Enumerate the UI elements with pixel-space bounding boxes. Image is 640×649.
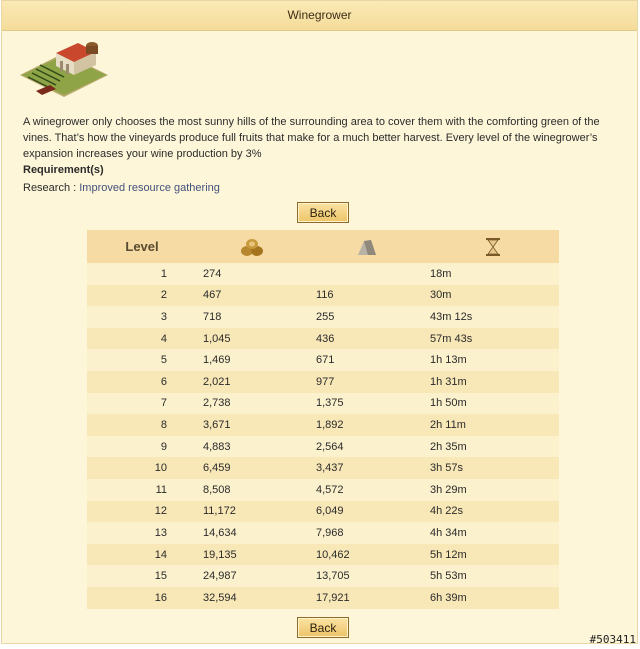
header-level: Level <box>125 239 159 254</box>
wood-cost-cell: 6,459 <box>203 462 231 475</box>
wood-cost-cell: 274 <box>203 267 222 280</box>
marble-cost-cell: 13,705 <box>316 570 350 583</box>
level-cell: 13 <box>154 526 167 539</box>
table-row <box>87 436 559 458</box>
wood-cost-cell: 11,172 <box>203 505 236 518</box>
level-cell: 9 <box>160 440 167 453</box>
table-row <box>87 371 559 393</box>
level-cell: 2 <box>160 289 167 302</box>
build-time-cell: 1h 31m <box>430 375 467 388</box>
research-prefix: Research : <box>23 182 80 194</box>
level-cell: 6 <box>160 375 167 388</box>
wood-cost-cell: 8,508 <box>203 483 231 496</box>
table-row <box>87 328 559 350</box>
marble-cost-cell: 1,375 <box>316 397 344 410</box>
build-time-cell: 1h 50m <box>430 397 467 410</box>
marble-cost-cell: 2,564 <box>316 440 344 453</box>
marble-cost-cell: 1,892 <box>316 418 344 431</box>
build-time-cell: 18m <box>430 267 452 280</box>
wood-cost-cell: 19,135 <box>203 548 237 561</box>
level-cell: 4 <box>160 332 167 345</box>
table-row <box>87 414 559 436</box>
winegrower-panel <box>1 0 638 644</box>
table-row <box>87 587 559 609</box>
table-body <box>87 263 559 609</box>
build-time-cell: 2h 35m <box>430 440 467 453</box>
table-row <box>87 457 559 479</box>
build-time-cell: 1h 13m <box>430 354 467 367</box>
table-header <box>87 230 559 263</box>
marble-cost-cell: 671 <box>316 354 335 367</box>
build-time-cell: 3h 29m <box>430 483 467 496</box>
level-cell: 15 <box>154 570 167 583</box>
table-row <box>87 522 559 544</box>
wood-cost-cell: 1,045 <box>203 332 231 345</box>
table-row <box>87 263 559 285</box>
build-time-cell: 3h 57s <box>430 462 464 475</box>
build-time-cell: 4h 34m <box>430 526 467 539</box>
wood-cost-cell: 2,738 <box>203 397 231 410</box>
build-time-cell: 43m 12s <box>430 310 473 323</box>
table-row <box>87 501 559 523</box>
watermark-text: #503411 <box>589 633 636 646</box>
wood-cost-cell: 2,021 <box>203 375 231 388</box>
build-time-cell: 5h 53m <box>430 570 467 583</box>
wood-cost-cell: 24,987 <box>203 570 237 583</box>
level-cell: 12 <box>154 505 167 518</box>
research-requirement <box>23 182 220 194</box>
level-cell: 10 <box>154 462 167 475</box>
wood-cost-cell: 32,594 <box>203 591 237 604</box>
table-row <box>87 349 559 371</box>
marble-cost-cell: 4,572 <box>316 483 344 496</box>
marble-cost-cell: 116 <box>316 289 334 302</box>
winegrower-building-image <box>16 35 112 105</box>
table-row <box>87 393 559 415</box>
level-cell: 8 <box>160 418 167 431</box>
marble-cost-cell: 10,462 <box>316 548 350 561</box>
build-time-cell: 2h 11m <box>430 418 466 431</box>
level-table <box>87 230 559 609</box>
research-link[interactable]: Improved resource gathering <box>79 182 220 194</box>
marble-cost-cell: 255 <box>316 310 335 323</box>
wood-cost-cell: 718 <box>203 310 222 323</box>
table-row <box>87 479 559 501</box>
wood-cost-cell: 467 <box>203 289 222 302</box>
level-cell: 11 <box>155 483 167 496</box>
wood-cost-cell: 14,634 <box>203 526 237 539</box>
build-time-cell: 6h 39m <box>430 591 467 604</box>
build-time-cell: 4h 22s <box>430 505 464 518</box>
requirements-title: Requirement(s) <box>23 164 104 176</box>
marble-cost-cell: 3,437 <box>316 462 344 475</box>
level-cell: 16 <box>154 591 167 604</box>
table-row <box>87 285 559 307</box>
level-cell: 1 <box>160 267 167 280</box>
table-row <box>87 306 559 328</box>
marble-cost-cell: 436 <box>316 332 335 345</box>
wood-cost-cell: 1,469 <box>203 354 231 367</box>
marble-cost-cell: 7,968 <box>316 526 344 539</box>
hourglass-icon <box>427 237 559 257</box>
marble-cost-cell: 6,049 <box>316 505 344 518</box>
build-time-cell: 30m <box>430 289 452 302</box>
build-time-cell: 57m 43s <box>430 332 473 345</box>
level-cell: 3 <box>160 310 167 323</box>
wood-icon <box>197 237 307 257</box>
table-row <box>87 544 559 566</box>
level-cell: 7 <box>160 397 167 410</box>
back-button-bottom[interactable]: Back <box>297 617 349 638</box>
marble-cost-cell: 17,921 <box>316 591 350 604</box>
back-button-top[interactable]: Back <box>297 202 349 223</box>
table-row <box>87 565 559 587</box>
level-cell: 5 <box>160 354 167 367</box>
marble-icon <box>307 237 427 257</box>
marble-cost-cell: 977 <box>316 375 335 388</box>
window-title: Winegrower <box>2 1 637 31</box>
wood-cost-cell: 3,671 <box>203 418 231 431</box>
description-text: A winegrower only chooses the most sunny hills of the surrounding area to cover them with the comforting green of the vines. That’s how the vineyards produce full fruits that make for a much better harvest. Every level of the winegrower’s expansion increases your wine production by 3% <box>23 116 600 160</box>
wood-cost-cell: 4,883 <box>203 440 231 453</box>
level-cell: 14 <box>154 548 167 561</box>
build-time-cell: 5h 12m <box>430 548 467 561</box>
